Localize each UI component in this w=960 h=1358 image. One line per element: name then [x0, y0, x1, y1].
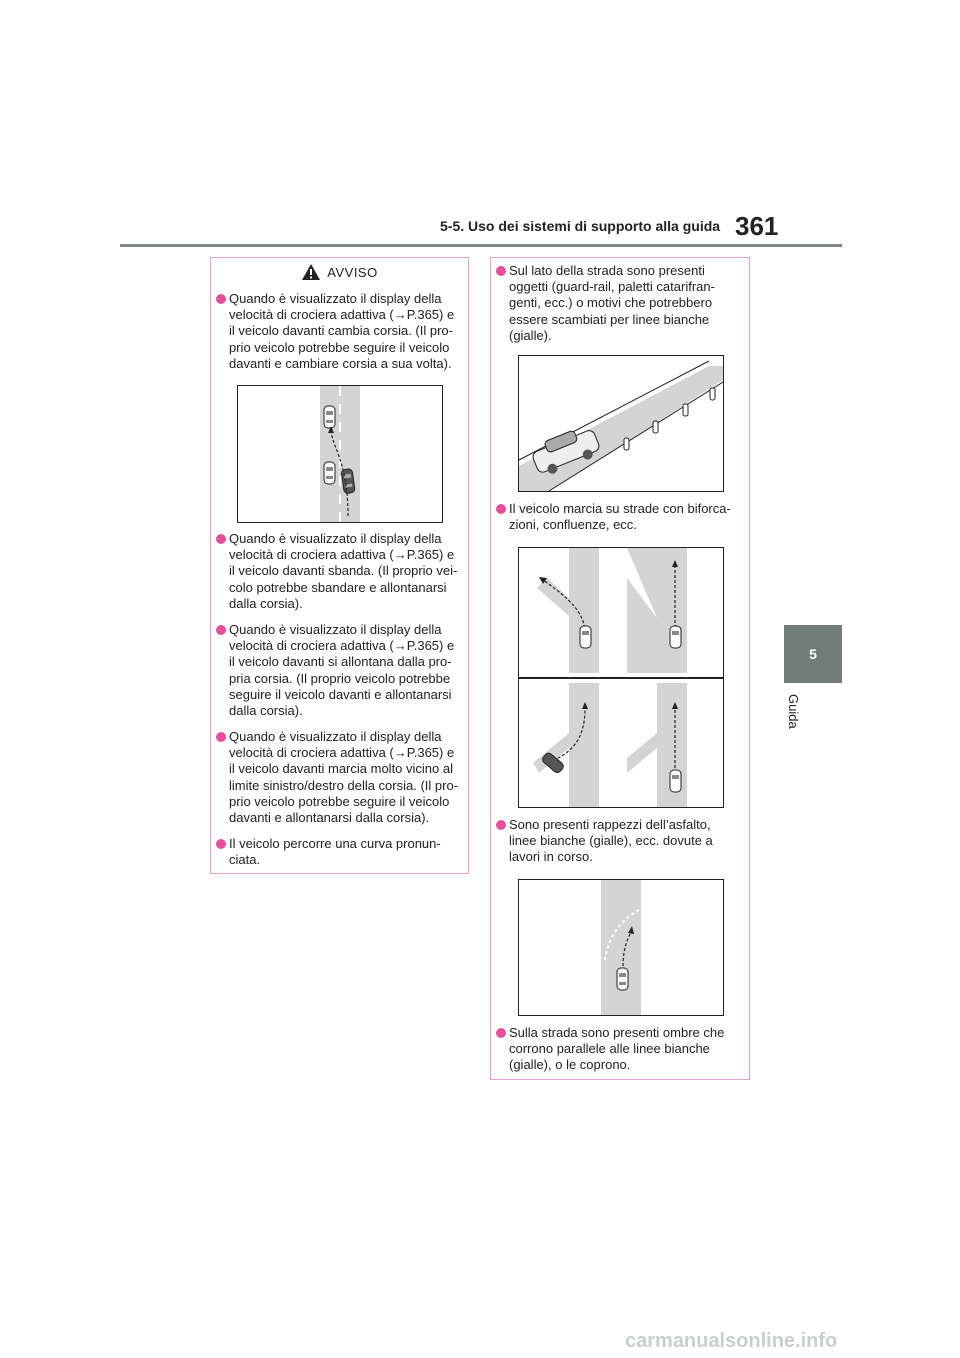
condition-bullet-4 — [496, 1025, 724, 1074]
bullet-dot — [496, 820, 506, 830]
warning-bullet-5 — [216, 836, 441, 868]
warning-box — [210, 257, 469, 874]
warning-bullet-4 — [216, 729, 458, 826]
bullet-text: Sul lato della strada sono presenti oggetti (guard-rail, paletti catarifran- genti, ecc.) o motivi che potrebbero essere scambiati per linee bianche (gialle). — [509, 263, 715, 343]
bullet-text: Sono presenti rappezzi dell’asfalto, linee bianche (gialle), ecc. dovute a lavori in corso. — [509, 817, 713, 865]
page-number: 361 — [735, 211, 779, 241]
chapter-label: Guida — [786, 694, 801, 729]
header-rule — [120, 244, 842, 247]
bullet-dot — [216, 839, 226, 849]
bullet-text: Il veicolo marcia su strade con biforca- zioni, confluenze, ecc. — [509, 501, 731, 533]
chapter-tab — [784, 625, 842, 683]
figure-lane-change — [237, 385, 443, 523]
condition-bullet-1 — [496, 263, 715, 344]
watermark: carmanualsonline.info — [625, 1330, 838, 1352]
warning-bullet-1 — [216, 291, 454, 372]
condition-bullet-2 — [496, 501, 731, 533]
section-title: 5-5. Uso dei sistemi di supporto alla guida — [440, 218, 721, 234]
warning-title: AVVISO — [327, 264, 378, 280]
bullet-text: Quando è visualizzato il display della velocità di crociera adattiva (→P.365) e il veicolo davanti sbanda. (Il proprio vei- colo potrebbe sbandare e allontanarsi dalla corsia). — [229, 531, 458, 611]
bullet-text: Quando è visualizzato il display della velocità di crociera adattiva (→P.365) e il veicolo davanti marcia molto vicino al limite sinistro/destro della corsia. (Il pro- prio veicolo potrebbe seguire il veicolo davanti e allontanarsi dalla corsia). — [229, 729, 459, 826]
bullet-dot — [216, 625, 226, 635]
bullet-dot — [496, 1028, 506, 1038]
bullet-dot — [216, 294, 226, 304]
conditions-box — [490, 257, 750, 1080]
warning-bullet-3 — [216, 622, 454, 719]
figure-forks-merges — [518, 547, 724, 808]
warning-bullet-2 — [216, 531, 457, 612]
bullet-dot — [496, 504, 506, 514]
bullet-text: Quando è visualizzato il display della velocità di crociera adattiva (→P.365) e il veicolo davanti cambia corsia. (Il pro- prio veicolo potrebbe seguire il veicolo davanti e cambiare corsia a sua volta). — [229, 291, 455, 371]
warning-header — [211, 258, 468, 286]
warning-triangle-icon — [301, 263, 321, 281]
figure-road-repairs — [518, 879, 724, 1016]
bullet-dot — [216, 732, 226, 742]
bullet-dot — [496, 266, 506, 276]
bullet-text: Sulla strada sono presenti ombre che corrono parallele alle linee bianche (gialle), o le coprono. — [509, 1025, 725, 1073]
condition-bullet-3 — [496, 817, 713, 866]
chapter-number: 5 — [809, 646, 817, 662]
bullet-text: Il veicolo percorre una curva pronun- ciata. — [229, 836, 441, 868]
bullet-text: Quando è visualizzato il display della velocità di crociera adattiva (→P.365) e il veicolo davanti si allontana dalla pro- pria corsia. (Il proprio veicolo potrebbe seguire il veicolo davanti e allontanarsi dalla corsia). — [229, 622, 455, 719]
figure-roadside-objects — [518, 355, 724, 492]
bullet-dot — [216, 534, 226, 544]
